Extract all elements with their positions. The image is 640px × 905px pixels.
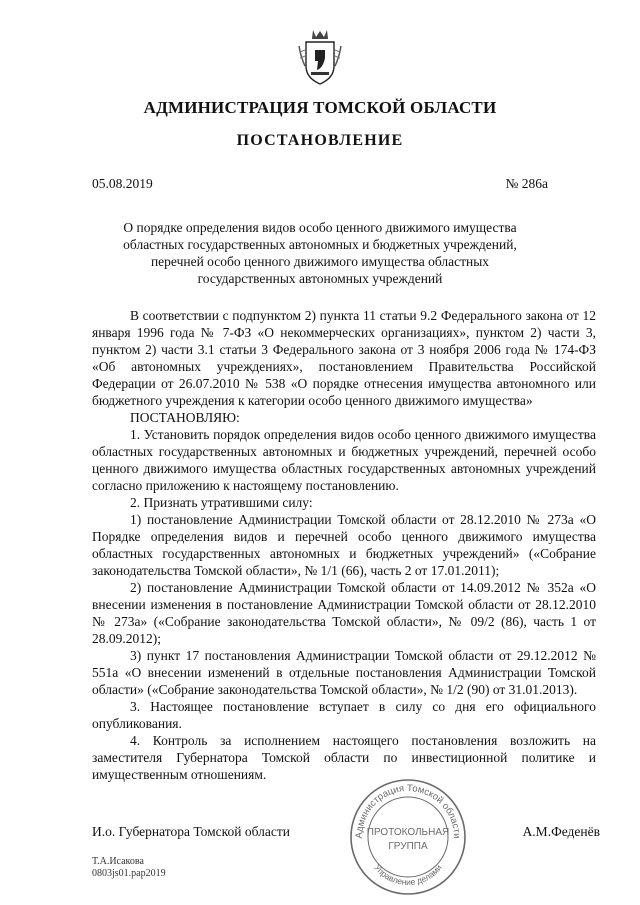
document-type: ПОСТАНОВЛЕНИЕ	[236, 132, 404, 149]
tomsk-coat-of-arms-icon	[297, 28, 343, 86]
title-line: О порядке определения видов особо ценного движимого имущества	[123, 220, 517, 235]
signatory-position: И.о. Губернатора Томской области	[92, 824, 290, 839]
resolve-heading: ПОСТАНОВЛЯЮ:	[130, 410, 240, 425]
document-body	[92, 307, 596, 783]
document-number: № 286а	[505, 176, 548, 191]
title-line: государственных автономных учреждений	[197, 271, 443, 286]
item-2-paragraph: 2. Признать утратившими силу:	[130, 495, 313, 510]
item-2-1-paragraph: 1) постановление Администрации Томской области от 28.12.2010 № 273а «О Порядке определения видов и перечней особо ценного движимого имущества областных государственных автономных и бюджетных учреждений» («Собрание законодательства Томской области», № 1/1 (66), часть 2 от 17.01.2011);	[92, 512, 596, 578]
preamble-paragraph: В соответствии с подпунктом 2) пункта 11 статьи 9.2 Федерального закона от 12 января 1996 года № 7-ФЗ «О некоммерческих организациях», пунктом 2) части 3, пунктом 2) части 3.1 статьи 3 Федерального закона от 3 ноября 2006 года № 174-ФЗ «Об автономных учреждениях», постановлением Правительства Российской Федерации от 26.07.2010 № 538 «О порядке отнесения имущества автономного или бюджетного учреждения к категории особо ценного движимого имущества»	[92, 308, 596, 408]
stamp-bottom-text: Управление делами	[372, 862, 444, 888]
stamp-ring-text: Администрация Томской области	[353, 782, 463, 839]
item-4-paragraph: 4. Контроль за исполнением настоящего постановления возложить на заместителя Губернатора Томской области по инвестиционной политике и имущественным отношениям.	[92, 733, 596, 782]
document-title	[100, 219, 540, 287]
stamp-line-2: ГРУППА	[388, 841, 428, 852]
signatory-name: А.М.Феденёв	[522, 824, 600, 839]
executor-block	[92, 856, 166, 880]
title-line: областных государственных автономных и бюджетных учреждений,	[123, 237, 517, 252]
title-line: перечней особо ценного движимого имущества областных	[150, 254, 490, 269]
executor-name: Т.А.Исакова	[92, 856, 144, 867]
file-code: 0803js01.рар2019	[92, 868, 166, 879]
official-stamp	[348, 777, 468, 897]
item-2-2-paragraph: 2) постановление Администрации Томской области от 14.09.2012 № 352а «О внесении изменения в постановление Администрации Томской области от 28.12.2010 № 273а» («Собрание законодательства Томской области», № 09/2 (86), часть 1 от 28.09.2012);	[92, 580, 596, 646]
document-date: 05.08.2019	[92, 176, 153, 191]
item-3-paragraph: 3. Настоящее постановление вступает в силу со дня его официального опубликования.	[92, 699, 596, 731]
item-2-3-paragraph: 3) пункт 17 постановления Администрации Томской области от 29.12.2012 № 551а «О внесении изменений в отдельные постановления Администрации Томской области» («Собрание законодательства Томской области», № 1/2 (90) от 31.01.2013).	[92, 648, 596, 697]
item-1-paragraph: 1. Установить порядок определения видов особо ценного движимого имущества областных государственных автономных и бюджетных учреждений, перечней особо ценного движимого имущества областных государственных автономных учреждений согласно приложению к настоящему постановлению.	[92, 427, 596, 493]
organization-name: АДМИНИСТРАЦИЯ ТОМСКОЙ ОБЛАСТИ	[143, 98, 497, 117]
stamp-line-1: ПРОТОКОЛЬНАЯ	[366, 827, 450, 838]
